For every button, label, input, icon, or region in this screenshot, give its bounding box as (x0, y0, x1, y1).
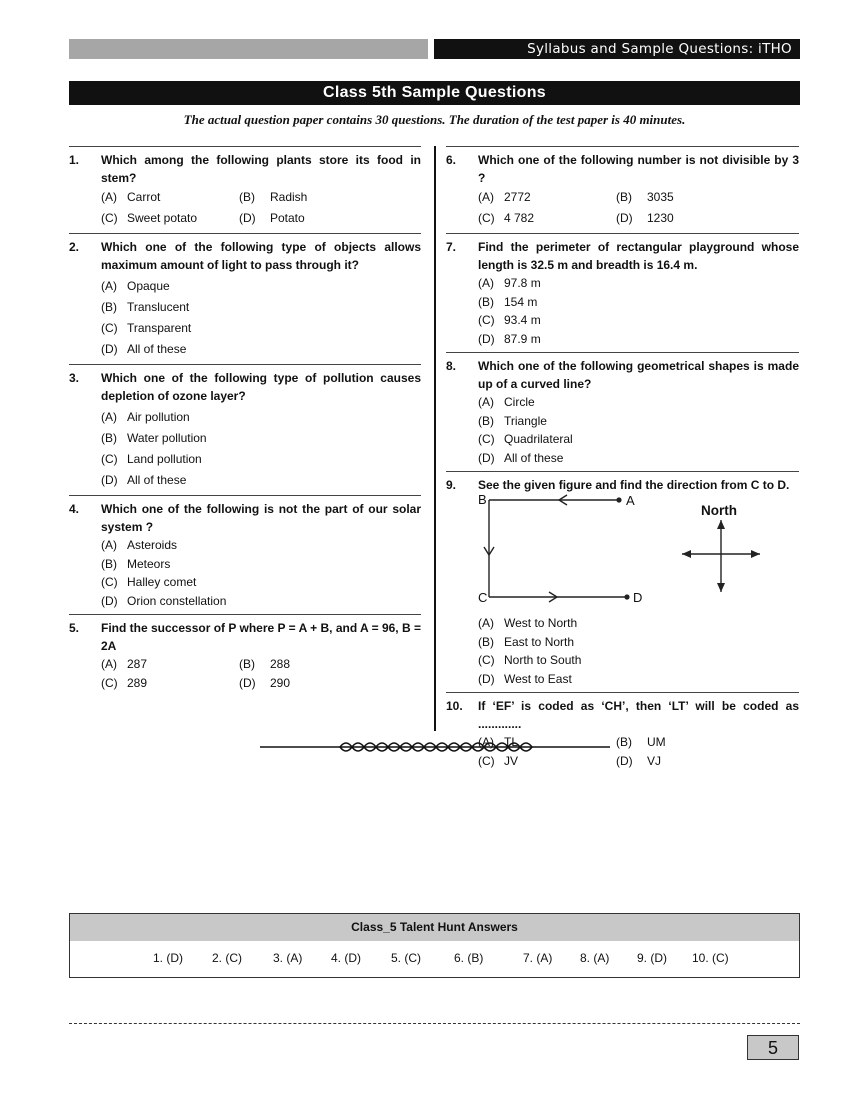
answer-9: 9. (D) (637, 951, 667, 965)
question-number: 5. (69, 621, 80, 635)
header-gray-bar (69, 39, 428, 59)
options (446, 187, 799, 229)
question-number: 9. (446, 478, 457, 492)
option-b: (B) Triangle (478, 413, 547, 428)
option-c: (C) 4 782 (478, 211, 535, 225)
option-c: (C) Halley comet (101, 575, 197, 589)
compass-west-arrow-icon (682, 550, 691, 558)
option-b: (B) Radish (239, 190, 308, 204)
option-c: (C) Sweet potato (101, 211, 198, 225)
option-b: (B) Water pollution (101, 431, 207, 445)
option-a: (A) West to North (478, 616, 578, 630)
options (69, 536, 421, 610)
option-c: (C) Land pollution (101, 452, 202, 466)
instructions-note: The actual question paper contains 30 questions. The duration of the test paper is 40 minutes. (183, 112, 686, 127)
options (69, 274, 421, 360)
options (69, 405, 421, 491)
option-b: (B) UM (616, 735, 666, 749)
answer-7: 7. (A) (523, 951, 553, 965)
question-3 (69, 364, 421, 495)
question-10 (446, 692, 799, 774)
answer-1: 1. (D) (153, 951, 183, 965)
footer-dashed-line (69, 1023, 800, 1024)
label-d: D (633, 590, 643, 605)
answer-3: 3. (A) (273, 951, 303, 965)
question-9 (446, 471, 799, 692)
direction-diagram (446, 494, 799, 614)
option-d: (D) All of these (101, 342, 187, 356)
answer-key-row (70, 941, 799, 977)
question-7 (446, 233, 799, 352)
question-6 (446, 146, 799, 233)
question-text: Which among the following plants store its food in stem? (101, 153, 421, 185)
label-a: A (626, 494, 635, 508)
answer-key (69, 913, 800, 978)
question-text: Which one of the following is not the part of our solar system ? (101, 502, 421, 534)
point-d (624, 594, 629, 599)
option-b: (B) East to North (478, 634, 575, 649)
option-a: (A) 287 (101, 657, 148, 671)
question-text: Which one of the following number is not divisible by 3 ? (478, 153, 799, 185)
question-text: Which one of the following type of objects allows maximum amount of light to pass through it? (101, 240, 421, 272)
option-c: (C) Quadrilateral (478, 432, 573, 446)
question-text: Find the perimeter of rectangular playground whose length is 32.5 m and breadth is 16.4 m. (478, 240, 799, 272)
question-number: 2. (69, 240, 80, 254)
option-d: (D) VJ (616, 753, 662, 768)
option-c: (C) 289 (101, 675, 148, 690)
option-c: (C) 93.4 m (478, 313, 541, 327)
answer-5: 5. (C) (391, 951, 421, 965)
option-c: (C) JV (478, 753, 519, 768)
option-a: (A) Asteroids (101, 538, 178, 552)
question-4 (69, 495, 421, 614)
question-number: 10. (446, 699, 463, 713)
option-c: (C) Transparent (101, 321, 192, 335)
question-5 (69, 614, 421, 696)
compass-north-label: North (701, 503, 737, 518)
option-b: (B) Meteors (101, 556, 171, 571)
question-text: If ‘EF’ is coded as ‘CH’, then ‘LT’ will be coded as ............. (478, 699, 799, 731)
option-b: (B) 3035 (616, 190, 674, 204)
answer-8: 8. (A) (580, 951, 610, 965)
question-number: 1. (69, 153, 80, 167)
option-d: (D) 290 (239, 675, 291, 690)
options (446, 614, 799, 688)
answer-6: 6. (B) (454, 951, 484, 965)
question-2 (69, 233, 421, 364)
page-title: Class 5th Sample Questions (69, 81, 800, 105)
compass-south-arrow-icon (717, 583, 725, 592)
option-d: (D) Orion constellation (101, 593, 227, 608)
question-8 (446, 352, 799, 471)
question-number: 3. (69, 371, 80, 385)
label-b: B (478, 494, 487, 507)
option-c: (C) North to South (478, 653, 582, 667)
option-a: (A) Carrot (101, 190, 161, 204)
options (69, 655, 421, 692)
answer-2: 2. (C) (212, 951, 242, 965)
option-d: (D) Potato (239, 211, 305, 225)
option-d: (D) All of these (101, 473, 187, 487)
question-1 (69, 146, 421, 233)
answer-4: 4. (D) (331, 951, 361, 965)
option-a: (A) Circle (478, 395, 535, 409)
options (69, 187, 421, 229)
options (446, 274, 799, 348)
compass-east-arrow-icon (751, 550, 760, 558)
question-number: 7. (446, 240, 457, 254)
column-divider (434, 146, 436, 731)
ornament-divider-icon (260, 737, 610, 757)
point-a (616, 497, 621, 502)
option-d: (D) 1230 (616, 211, 674, 225)
option-a: (A) Air pollution (101, 410, 190, 424)
question-number: 4. (69, 502, 80, 516)
option-a: (A) 97.8 m (478, 276, 541, 290)
label-c: C (478, 590, 488, 605)
option-b: (B) 288 (239, 657, 291, 671)
option-a: (A) TL (478, 735, 519, 749)
answer-key-title: Class_5 Talent Hunt Answers (70, 914, 799, 941)
question-text: Which one of the following geometrical shapes is made up of a curved line? (478, 359, 799, 391)
options (446, 393, 799, 467)
questions-right-column (446, 146, 799, 774)
page-number: 5 (747, 1035, 799, 1060)
option-d: (D) West to East (478, 671, 572, 686)
option-b: (B) Translucent (101, 300, 190, 314)
compass-north-arrow-icon (717, 520, 725, 529)
question-text: See the given figure and find the direction from C to D. (478, 478, 790, 492)
question-number: 6. (446, 153, 457, 167)
option-b: (B) 154 m (478, 294, 538, 309)
option-d: (D) 87.9 m (478, 331, 541, 346)
direction-figure (446, 494, 799, 614)
option-a: (A) 2772 (478, 190, 531, 204)
question-number: 8. (446, 359, 457, 373)
option-d: (D) All of these (478, 450, 564, 465)
question-text: Which one of the following type of pollution causes depletion of ozone layer? (101, 371, 421, 403)
answer-10: 10. (C) (692, 951, 729, 965)
questions-left-column (69, 146, 421, 696)
option-a: (A) Opaque (101, 279, 170, 293)
header-title: Syllabus and Sample Questions: iTHO (434, 39, 800, 59)
question-text: Find the successor of P where P = A + B, and A = 96, B = 2A (101, 621, 421, 653)
